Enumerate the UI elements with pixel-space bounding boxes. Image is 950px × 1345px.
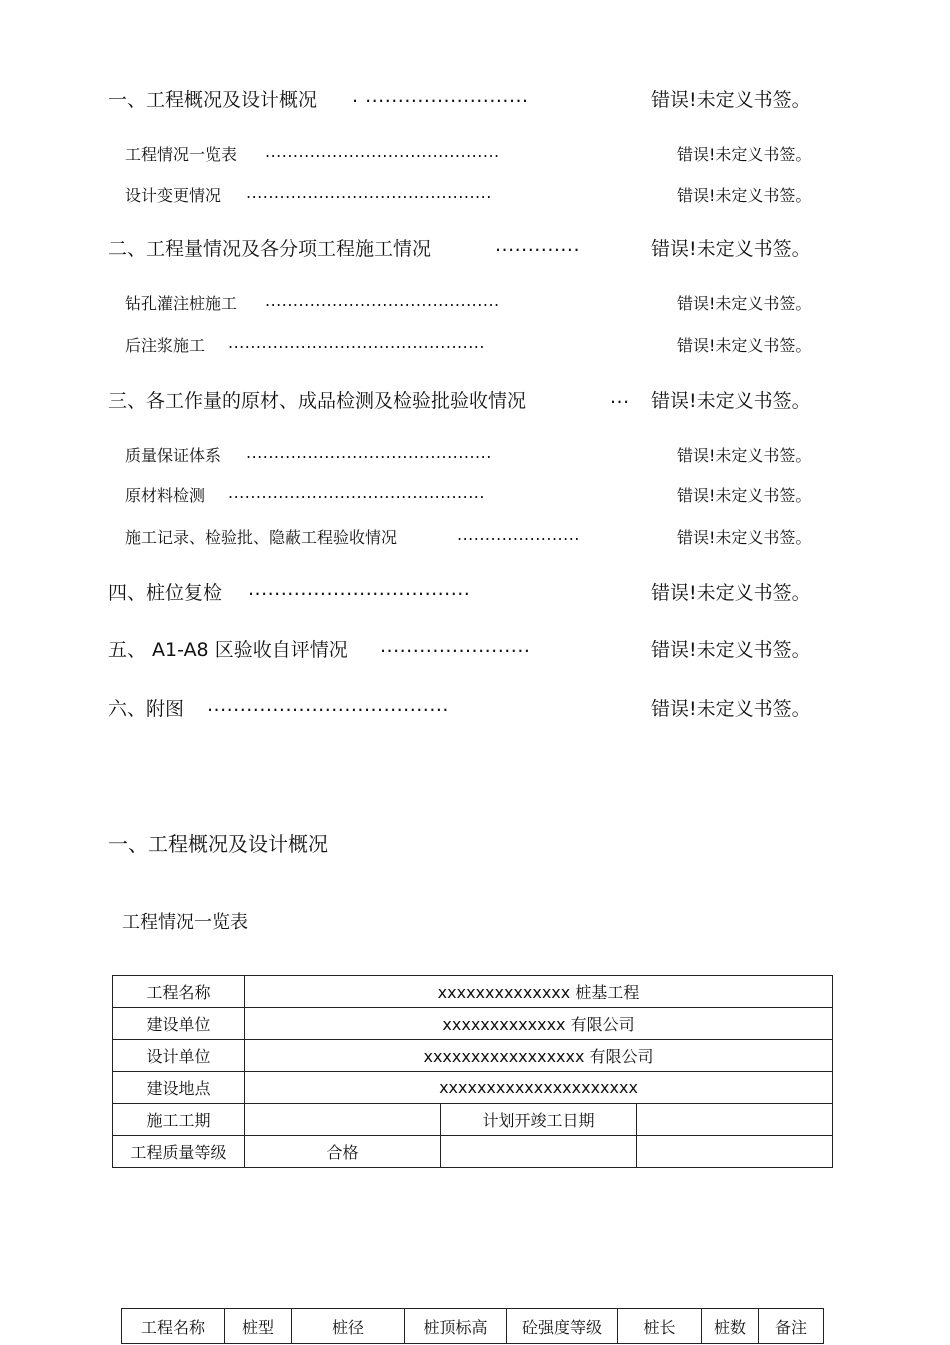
toc-page-ref: 错误!未定义书签。 bbox=[677, 186, 812, 205]
table-cell: 合格 bbox=[245, 1136, 441, 1168]
row-value: xxxxxxxxxxxxxx 桩基工程 bbox=[245, 976, 833, 1008]
table-row bbox=[113, 976, 833, 1008]
project-info-table bbox=[112, 975, 833, 1168]
table-row bbox=[113, 1008, 833, 1040]
table-cell bbox=[441, 1136, 637, 1168]
toc-title: 原材料检测 bbox=[125, 486, 206, 505]
table-row bbox=[113, 1136, 833, 1168]
toc-page-ref: 错误!未定义书签。 bbox=[651, 89, 811, 111]
toc-title: 五、 A1-A8 区验收自评情况 bbox=[108, 639, 348, 661]
section-heading: 一、工程概况及设计概况 bbox=[108, 832, 328, 856]
toc-leader: ....................... bbox=[380, 635, 531, 657]
toc-leader: .................................. bbox=[248, 578, 471, 600]
toc-leader: ...................... bbox=[457, 525, 580, 544]
table-row bbox=[113, 1072, 833, 1104]
toc-page-ref: 错误!未定义书签。 bbox=[677, 528, 812, 547]
toc-leader: ............................................ bbox=[246, 183, 492, 202]
row-label: 建设地点 bbox=[113, 1072, 245, 1104]
column-header: 桩径 bbox=[292, 1309, 405, 1344]
toc-leader: .............................................. bbox=[228, 333, 485, 352]
toc-page-ref: 错误!未定义书签。 bbox=[677, 336, 812, 355]
toc-title: 工程情况一览表 bbox=[125, 145, 238, 164]
toc-title: 三、各工作量的原材、成品检测及检验批验收情况 bbox=[108, 390, 527, 412]
row-label: 施工工期 bbox=[113, 1104, 245, 1136]
column-header: 桩数 bbox=[702, 1309, 759, 1344]
toc-leader: ..................................... bbox=[207, 694, 449, 716]
toc-title: 设计变更情况 bbox=[125, 186, 222, 205]
row-value: xxxxxxxxxxxxxxxxx 有限公司 bbox=[245, 1040, 833, 1072]
toc-leader: ............................................ bbox=[246, 443, 492, 462]
column-header: 桩长 bbox=[618, 1309, 702, 1344]
toc-page-ref: 错误!未定义书签。 bbox=[677, 145, 812, 164]
row-label: 设计单位 bbox=[113, 1040, 245, 1072]
toc-page-ref: 错误!未定义书签。 bbox=[677, 446, 812, 465]
row-value: xxxxxxxxxxxxx 有限公司 bbox=[245, 1008, 833, 1040]
column-header: 桩型 bbox=[225, 1309, 292, 1344]
table-row bbox=[113, 1040, 833, 1072]
toc-title: 六、附图 bbox=[108, 698, 185, 720]
toc-title: 质量保证体系 bbox=[125, 446, 222, 465]
toc-title: 后注浆施工 bbox=[125, 336, 206, 355]
toc-page-ref: 错误!未定义书签。 bbox=[651, 698, 811, 720]
toc-leader: . ......................... bbox=[352, 85, 529, 107]
toc-page-ref: 错误!未定义书签。 bbox=[651, 582, 811, 604]
column-header: 砼强度等级 bbox=[507, 1309, 618, 1344]
table-cell bbox=[637, 1136, 833, 1168]
toc-page-ref: 错误!未定义书签。 bbox=[651, 639, 811, 661]
column-header: 备注 bbox=[759, 1309, 824, 1344]
row-value: xxxxxxxxxxxxxxxxxxxxx bbox=[245, 1072, 833, 1104]
toc-title: 钻孔灌注桩施工 bbox=[125, 294, 238, 313]
toc-title: 二、工程量情况及各分项工程施工情况 bbox=[108, 238, 432, 260]
row-label: 工程质量等级 bbox=[113, 1136, 245, 1168]
toc-page-ref: 错误!未定义书签。 bbox=[677, 486, 812, 505]
pile-table bbox=[121, 1308, 824, 1344]
column-header: 工程名称 bbox=[122, 1309, 225, 1344]
toc-leader: ... bbox=[610, 386, 630, 408]
table-row bbox=[113, 1104, 833, 1136]
toc-leader: .......................................... bbox=[265, 142, 500, 161]
table-cell: 计划开竣工日期 bbox=[441, 1104, 637, 1136]
toc-leader: .............................................. bbox=[228, 483, 485, 502]
column-header: 桩顶标高 bbox=[405, 1309, 507, 1344]
toc-page-ref: 错误!未定义书签。 bbox=[651, 390, 811, 412]
table-cell bbox=[637, 1104, 833, 1136]
sub-heading: 工程情况一览表 bbox=[122, 912, 248, 933]
row-label: 建设单位 bbox=[113, 1008, 245, 1040]
toc-page-ref: 错误!未定义书签。 bbox=[651, 238, 811, 260]
table-header-row bbox=[122, 1309, 824, 1344]
toc-leader: ............. bbox=[495, 234, 581, 256]
row-label: 工程名称 bbox=[113, 976, 245, 1008]
toc-page-ref: 错误!未定义书签。 bbox=[677, 294, 812, 313]
toc-title: 四、桩位复检 bbox=[108, 582, 223, 604]
toc-title: 一、工程概况及设计概况 bbox=[108, 89, 318, 111]
toc-title: 施工记录、检验批、隐蔽工程验收情况 bbox=[125, 528, 398, 547]
table-cell bbox=[245, 1104, 441, 1136]
toc-leader: .......................................... bbox=[265, 291, 500, 310]
